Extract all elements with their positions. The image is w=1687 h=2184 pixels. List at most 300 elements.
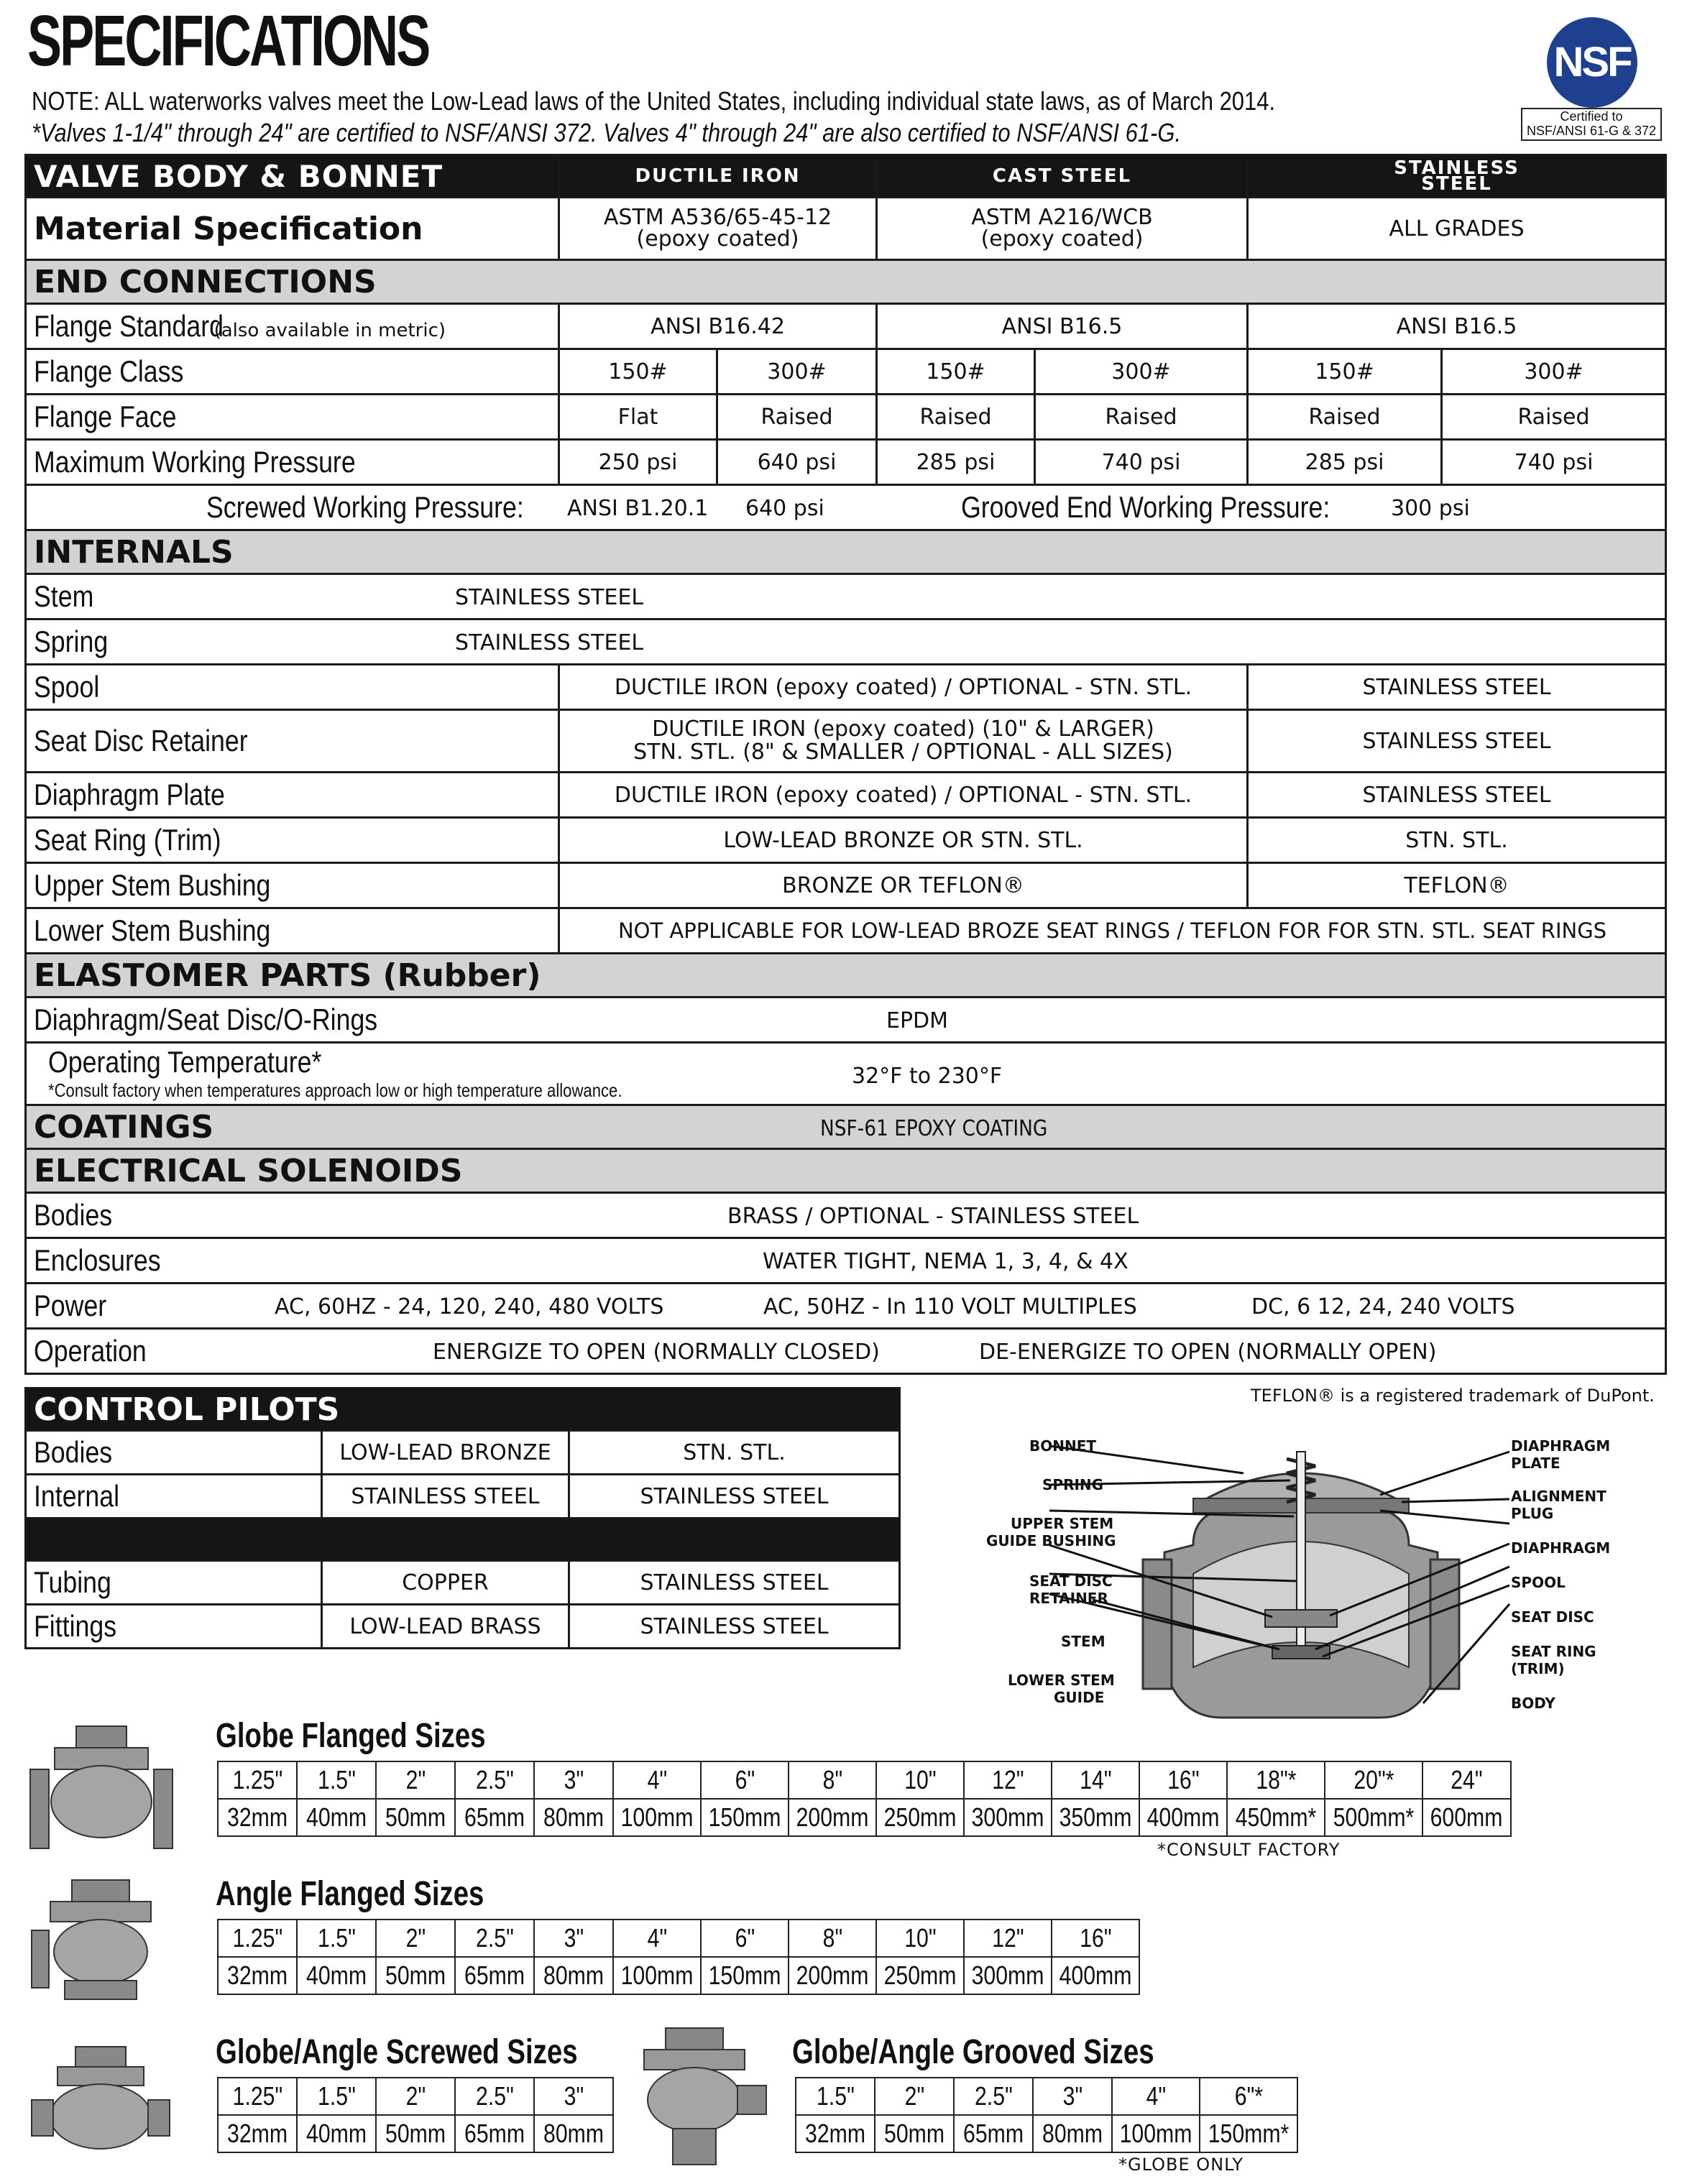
flange-class-v4: 150# [1248, 349, 1442, 395]
size-value: 1.5" [317, 1923, 356, 1953]
flange-class-row [26, 349, 1666, 395]
header-stainless-line2: STEEL [1421, 173, 1492, 195]
grooved-label-text: Grooved End Working Pressure: [961, 490, 1330, 524]
seat-ring-label [26, 818, 559, 863]
diagram-label-spring: SPRING [1042, 1476, 1104, 1493]
stem-label [34, 579, 104, 613]
size-cell-mm [796, 2115, 875, 2152]
spool-label [26, 665, 559, 710]
upper-bushing-text: Upper Stem Bushing [34, 868, 271, 902]
size-value: 100mm [620, 1960, 694, 1990]
diagram-label-seat-disc-right: SEAT DISC [1511, 1608, 1594, 1626]
diaphragm-plate-val: DUCTILE IRON (epoxy coated) / OPTIONAL - STN. STL. [559, 773, 1248, 818]
size-row-inch [218, 1761, 1511, 1799]
header-stainless-line1: STAINLESS [1394, 157, 1520, 179]
grooved-valve-image [622, 2021, 773, 2172]
flange-class-text: Flange Class [34, 354, 184, 388]
size-cell-mm [701, 1799, 789, 1836]
size-value: 65mm [962, 2119, 1024, 2148]
flange-face-v5: Raised [1442, 395, 1666, 440]
globe-flanged-table [217, 1761, 1512, 1837]
size-value: 50mm [385, 1960, 446, 1990]
diagram-label-plate: PLATE [1511, 1455, 1560, 1472]
size-value: 40mm [305, 2119, 367, 2148]
pilots-header: CONTROL PILOTS [26, 1388, 900, 1431]
size-value: 150mm* [1208, 2119, 1290, 2148]
size-cell-mm [1033, 2115, 1112, 2152]
size-cell-mm [1052, 1799, 1139, 1836]
size-value: 8" [822, 1923, 842, 1953]
spring-cell [26, 619, 1666, 665]
size-cell-inch [964, 1920, 1052, 1957]
size-cell-mm [1227, 1799, 1325, 1836]
power-v2: AC, 50HZ - In 110 VOLT MULTIPLES [763, 1294, 1137, 1319]
size-value: 50mm [883, 2119, 945, 2148]
seat-disc-retainer-line1: DUCTILE IRON (epoxy coated) (10" & LARGER) [652, 717, 1154, 742]
size-value: 12" [992, 1765, 1024, 1794]
certification-note: *Valves 1-1/4" through 24" are certified to NSF/ANSI 372. Valves 4" through 24" are also certified to NSF/ANSI 61-G. [32, 118, 1182, 147]
stem-val: STAINLESS STEEL [455, 585, 644, 610]
diagram-label-trim: (TRIM) [1511, 1660, 1565, 1677]
pilots-tubing-c2: STAINLESS STEEL [569, 1561, 900, 1605]
size-row-mm [796, 2115, 1297, 2152]
operation-label-text: Operation [34, 1334, 147, 1368]
size-cell-inch [534, 1920, 613, 1957]
size-cell-inch [789, 1761, 876, 1799]
spec-table [24, 154, 1667, 1375]
screwed-val: 640 psi [745, 496, 824, 521]
pilots-bodies-c2: STN. STL. [569, 1431, 900, 1475]
op-temp-cell [26, 1043, 1666, 1105]
screwed-sizes-title: Globe/Angle Screwed Sizes [216, 2033, 578, 2071]
size-row-mm [218, 1957, 1139, 1994]
section-solenoids [26, 1149, 1666, 1193]
size-value: 6" [735, 1923, 755, 1953]
size-cell-inch [1227, 1761, 1325, 1799]
section-internals-label: INTERNALS [26, 530, 1666, 574]
size-cell-mm [297, 2115, 376, 2152]
enclosures-label-text: Enclosures [34, 1243, 161, 1277]
size-value: 20"* [1353, 1765, 1394, 1794]
operation-v2: DE-ENERGIZE TO OPEN (NORMALLY OPEN) [979, 1340, 1437, 1365]
upper-bushing-val: BRONZE OR TEFLON® [559, 863, 1248, 908]
size-cell-mm [534, 1799, 613, 1836]
seat-ring-stainless: STN. STL. [1248, 818, 1666, 863]
diaphragm-val: EPDM [886, 1008, 949, 1033]
power-label-text: Power [34, 1289, 107, 1322]
op-temp-row [26, 1043, 1666, 1105]
lower-bushing-row [26, 908, 1666, 954]
pilots-spacer [26, 1519, 900, 1561]
sol-bodies-val: BRASS / OPTIONAL - STAINLESS STEEL [727, 1204, 1139, 1229]
size-cell-inch [789, 1920, 876, 1957]
material-ductile-coat: (epoxy coated) [636, 226, 799, 252]
sol-bodies-cell [26, 1193, 1666, 1238]
spring-row [26, 619, 1666, 665]
max-pressure-v3: 740 psi [1035, 440, 1248, 485]
seat-ring-row [26, 818, 1666, 863]
size-value: 10" [904, 1923, 937, 1953]
size-value: 150mm [708, 1960, 781, 1990]
size-value: 2" [405, 1923, 426, 1953]
header-ductile-iron: DUCTILE IRON [559, 155, 877, 198]
screwed-valve-image [29, 2041, 173, 2163]
pilots-fittings-c1: LOW-LEAD BRASS [322, 1605, 569, 1649]
size-value: 4" [647, 1923, 667, 1953]
sol-bodies-label [34, 1198, 126, 1232]
size-cell-mm [297, 1799, 376, 1836]
size-value: 32mm [226, 2119, 288, 2148]
size-cell-mm [376, 1957, 455, 1994]
flange-face-row [26, 395, 1666, 440]
diaphragm-plate-text: Diaphragm Plate [34, 778, 225, 811]
size-value: 300mm [971, 1802, 1044, 1832]
pilots-internal-c2: STAINLESS STEEL [569, 1475, 900, 1519]
size-value: 2.5" [475, 1765, 514, 1794]
grooved-sizes-table [795, 2077, 1298, 2153]
pilots-fittings-row [26, 1605, 900, 1649]
power-cell [26, 1284, 1666, 1329]
size-value: 80mm [1042, 2119, 1103, 2148]
upper-bushing-stainless: TEFLON® [1248, 863, 1666, 908]
spring-label [34, 625, 121, 658]
size-value: 2" [405, 2081, 426, 2111]
flange-class-v3: 300# [1035, 349, 1248, 395]
upper-bushing-label [26, 863, 559, 908]
pilots-fittings-text: Fittings [34, 1609, 117, 1643]
size-cell-inch [534, 2078, 613, 2115]
pilots-bodies-row [26, 1431, 900, 1475]
size-cell-mm [1422, 1799, 1510, 1836]
screwed-label-text: Screwed Working Pressure: [206, 490, 524, 524]
diagram-label-guide-bushing: GUIDE BUSHING [986, 1532, 1116, 1549]
pilots-bodies-c1: LOW-LEAD BRONZE [322, 1431, 569, 1475]
size-cell-inch [376, 1761, 455, 1799]
size-cell-inch [218, 1920, 297, 1957]
size-value: 65mm [464, 2119, 525, 2148]
diagram-label-stem: STEM [1061, 1633, 1105, 1650]
angle-flanged-title: Angle Flanged Sizes [216, 1875, 484, 1913]
op-temp-label [48, 1045, 369, 1079]
size-value: 400mm [1059, 1960, 1132, 1990]
material-cast-coat: (epoxy coated) [980, 226, 1144, 252]
size-cell-mm [1112, 2115, 1200, 2152]
material-ductile-spec: ASTM A536/65-45-12 [603, 205, 832, 230]
lower-bushing-val: NOT APPLICABLE FOR LOW-LEAD BROZE SEAT RINGS / TEFLON FOR FOR STN. STL. SEAT RINGS [559, 908, 1666, 954]
size-cell-inch [297, 2078, 376, 2115]
flange-face-v4: Raised [1248, 395, 1442, 440]
lowlead-note: NOTE: ALL waterworks valves meet the Low-Lead laws of the United States, including individual state laws, as of March 2014. [32, 86, 1276, 116]
coatings-label: COATINGS [34, 1108, 214, 1146]
flange-standard-ductile: ANSI B16.42 [559, 304, 877, 349]
size-cell-mm [534, 2115, 613, 2152]
material-row [26, 198, 1666, 260]
op-temp-note: *Consult factory when temperatures approach low or high temperature allowance. [48, 1079, 622, 1101]
size-value: 4" [647, 1765, 667, 1794]
size-value: 500mm* [1333, 1802, 1415, 1832]
diagram-label-plug: PLUG [1511, 1505, 1554, 1522]
size-cell-inch [1112, 2078, 1200, 2115]
spring-val: STAINLESS STEEL [455, 630, 644, 655]
seat-disc-retainer-text: Seat Disc Retainer [34, 724, 248, 757]
size-value: 1.5" [317, 2081, 356, 2111]
material-cast [877, 198, 1248, 260]
size-row-inch [218, 2078, 613, 2115]
size-value: 3" [564, 1923, 584, 1953]
seat-disc-retainer-val [559, 710, 1248, 773]
nsf-cert-line2: NSF/ANSI 61-G & 372 [1526, 124, 1657, 138]
nsf-logo: NSF [1547, 17, 1637, 108]
size-cell-mm [789, 1957, 876, 1994]
size-cell-mm [218, 2115, 297, 2152]
size-cell-mm [964, 1957, 1052, 1994]
coatings-cell [26, 1105, 1666, 1149]
size-value: 3" [564, 1765, 584, 1794]
size-cell-mm [218, 1957, 297, 1994]
grooved-val: 300 psi [1391, 496, 1470, 521]
diagram-label-seat-ring: SEAT RING [1511, 1643, 1596, 1660]
lower-bushing-text: Lower Stem Bushing [34, 913, 271, 947]
size-cell-inch [876, 1920, 964, 1957]
size-cell-mm [1200, 2115, 1297, 2152]
size-value: 14" [1080, 1765, 1112, 1794]
spool-label-text: Spool [34, 670, 100, 704]
header-valve-body: VALVE BODY & BONNET [26, 155, 559, 198]
max-pressure-label [26, 440, 559, 485]
size-value: 32mm [804, 2119, 866, 2148]
diagram-label-bonnet: BONNET [1029, 1437, 1097, 1455]
max-pressure-v5: 740 psi [1442, 440, 1666, 485]
size-value: 450mm* [1236, 1802, 1317, 1832]
size-cell-mm [455, 2115, 534, 2152]
size-value: 6"* [1234, 2081, 1263, 2111]
max-pressure-v4: 285 psi [1248, 440, 1442, 485]
size-cell-mm [964, 1799, 1052, 1836]
screwed-std: ANSI B1.20.1 [567, 496, 709, 521]
power-v1: AC, 60HZ - 24, 120, 240, 480 VOLTS [275, 1294, 664, 1319]
size-cell-inch [954, 2078, 1033, 2115]
size-cell-inch [701, 1761, 789, 1799]
size-value: 16" [1167, 1765, 1200, 1794]
max-pressure-v2: 285 psi [877, 440, 1035, 485]
flange-class-label [26, 349, 559, 395]
seat-disc-retainer-line2: STN. STL. (8" & SMALLER / OPTIONAL - ALL SIZES) [633, 739, 1173, 765]
size-cell-inch [701, 1920, 789, 1957]
angle-flanged-table [217, 1919, 1140, 1995]
max-pressure-row [26, 440, 1666, 485]
diagram-label-guide: GUIDE [1054, 1689, 1105, 1706]
spring-label-text: Spring [34, 625, 109, 658]
size-cell-inch [613, 1920, 701, 1957]
size-value: 2" [904, 2081, 924, 2111]
size-cell-inch [876, 1761, 964, 1799]
seat-disc-retainer-stainless: STAINLESS STEEL [1248, 710, 1666, 773]
diagram-label-upper-stem: UPPER STEM [1011, 1515, 1114, 1532]
grooved-label [961, 490, 1395, 525]
size-value: 32mm [226, 1960, 288, 1990]
control-pilots-table [24, 1387, 901, 1649]
section-elastomer-label: ELASTOMER PARTS (Rubber) [26, 954, 1666, 997]
seat-disc-retainer-label [26, 710, 559, 773]
lower-bushing-label [26, 908, 559, 954]
diagram-label-diaphragm: DIAPHRAGM [1511, 1539, 1611, 1557]
grooved-sizes-footnote: *GLOBE ONLY [1118, 2155, 1244, 2175]
size-cell-inch [534, 1761, 613, 1799]
pilots-fittings-c2: STAINLESS STEEL [569, 1605, 900, 1649]
flange-class-v1: 300# [717, 349, 877, 395]
size-cell-inch [613, 1761, 701, 1799]
pilots-bodies-label [26, 1431, 322, 1475]
size-cell-mm [376, 2115, 455, 2152]
flange-class-v0: 150# [559, 349, 717, 395]
size-row-inch [796, 2078, 1297, 2115]
diagram-label-body: BODY [1511, 1695, 1555, 1712]
size-value: 200mm [796, 1802, 869, 1832]
diagram-label-lower-stem: LOWER STEM [1008, 1672, 1115, 1689]
max-pressure-text: Maximum Working Pressure [34, 445, 356, 479]
size-cell-inch [796, 2078, 875, 2115]
flange-face-label [26, 395, 559, 440]
globe-flanged-title: Globe Flanged Sizes [216, 1717, 486, 1755]
size-value: 2" [405, 1765, 426, 1794]
size-cell-mm [218, 1799, 297, 1836]
size-cell-inch [875, 2078, 954, 2115]
size-cell-inch [455, 1920, 534, 1957]
size-value: 150mm [708, 1802, 781, 1832]
size-row-mm [218, 2115, 613, 2152]
flange-standard-sub: (also available in metric) [213, 320, 446, 341]
stem-cell [26, 574, 1666, 619]
size-value: 8" [822, 1765, 842, 1794]
angle-flanged-valve-image [29, 1873, 173, 2024]
material-label: Material Specification [26, 198, 559, 260]
operation-v1: ENERGIZE TO OPEN (NORMALLY CLOSED) [433, 1340, 880, 1365]
sol-bodies-row [26, 1193, 1666, 1238]
section-end-connections-label: END CONNECTIONS [26, 260, 1666, 304]
diaphragm-plate-row [26, 773, 1666, 818]
seat-ring-text: Seat Ring (Trim) [34, 823, 221, 857]
pilots-bodies-text: Bodies [34, 1435, 113, 1469]
size-value: 2.5" [475, 2081, 514, 2111]
size-value: 100mm [620, 1802, 694, 1832]
size-value: 250mm [883, 1960, 957, 1990]
pilots-fittings-label [26, 1605, 322, 1649]
section-elastomer [26, 954, 1666, 997]
size-value: 50mm [385, 1802, 446, 1832]
nsf-cert-line1: Certified to [1560, 109, 1623, 124]
stem-label-text: Stem [34, 579, 94, 613]
pilots-header-row [26, 1388, 900, 1431]
diaphragm-plate-stainless: STAINLESS STEEL [1248, 773, 1666, 818]
spool-row [26, 665, 1666, 710]
screwed-row [26, 485, 1666, 530]
size-value: 100mm [1119, 2119, 1192, 2148]
size-value: 1.5" [317, 1765, 356, 1794]
diaphragm-plate-label [26, 773, 559, 818]
size-cell-mm [376, 1799, 455, 1836]
max-pressure-v1: 640 psi [717, 440, 877, 485]
spec-header-row [26, 155, 1666, 198]
flange-standard-row [26, 304, 1666, 349]
size-cell-mm [876, 1957, 964, 1994]
power-row [26, 1284, 1666, 1329]
size-cell-mm [297, 1957, 376, 1994]
size-cell-inch [218, 2078, 297, 2115]
enclosures-row [26, 1238, 1666, 1284]
size-cell-mm [455, 1957, 534, 1994]
screwed-cell [26, 485, 1666, 530]
flange-standard-label [26, 304, 559, 349]
size-value: 40mm [305, 1960, 367, 1990]
size-row-inch [218, 1920, 1139, 1957]
pilots-internal-label [26, 1475, 322, 1519]
upper-bushing-row [26, 863, 1666, 908]
pilots-internal-row [26, 1475, 900, 1519]
size-cell-inch [1139, 1761, 1227, 1799]
size-cell-inch [1033, 2078, 1112, 2115]
size-value: 18"* [1256, 1765, 1297, 1794]
seat-disc-retainer-row [26, 710, 1666, 773]
power-v3: DC, 6 12, 24, 240 VOLTS [1251, 1294, 1515, 1319]
size-cell-mm [1139, 1799, 1227, 1836]
diagram-label-retainer: RETAINER [1029, 1590, 1108, 1607]
size-cell-mm [1325, 1799, 1422, 1836]
size-cell-inch [1325, 1761, 1422, 1799]
size-cell-inch [297, 1761, 376, 1799]
size-value: 12" [992, 1923, 1024, 1953]
flange-standard-cast: ANSI B16.5 [877, 304, 1248, 349]
pilots-tubing-c1: COPPER [322, 1561, 569, 1605]
size-value: 24" [1451, 1765, 1483, 1794]
enclosures-val: WATER TIGHT, NEMA 1, 3, 4, & 4X [763, 1249, 1129, 1274]
flange-class-v2: 150# [877, 349, 1035, 395]
size-cell-inch [376, 1920, 455, 1957]
size-cell-inch [964, 1761, 1052, 1799]
size-value: 80mm [543, 2119, 605, 2148]
flange-class-v5: 300# [1442, 349, 1666, 395]
size-value: 80mm [543, 1960, 605, 1990]
size-value: 400mm [1146, 1802, 1220, 1832]
size-cell-mm [876, 1799, 964, 1836]
pilots-spacer-row [26, 1519, 900, 1561]
size-cell-inch [1200, 2078, 1297, 2115]
grooved-sizes-title: Globe/Angle Grooved Sizes [792, 2033, 1154, 2071]
teflon-trademark: TEFLON® is a registered trademark of DuPont. [1251, 1386, 1655, 1406]
size-value: 350mm [1059, 1802, 1132, 1832]
size-value: 600mm [1430, 1802, 1503, 1832]
size-cell-inch [455, 1761, 534, 1799]
flange-standard-text: Flange Standard [34, 309, 224, 343]
diaphragm-row [26, 997, 1666, 1043]
flange-face-v0: Flat [559, 395, 717, 440]
size-value: 3" [1062, 2081, 1082, 2111]
operation-cell [26, 1329, 1666, 1374]
diaphragm-label [34, 1003, 438, 1036]
size-cell-inch [455, 2078, 534, 2115]
size-cell-inch [1422, 1761, 1510, 1799]
size-value: 2.5" [974, 2081, 1013, 2111]
flange-standard-stainless: ANSI B16.5 [1248, 304, 1666, 349]
diaphragm-label-text: Diaphragm/Seat Disc/O-Rings [34, 1003, 378, 1036]
material-stainless: ALL GRADES [1248, 198, 1666, 260]
nsf-cert-box [1521, 108, 1662, 141]
pilots-tubing-text: Tubing [34, 1565, 111, 1599]
size-cell-inch [1052, 1761, 1139, 1799]
diagram-label-alignment: ALIGNMENT [1511, 1488, 1606, 1505]
pilots-internal-text: Internal [34, 1479, 120, 1513]
size-cell-mm [875, 2115, 954, 2152]
operation-label [34, 1334, 166, 1368]
